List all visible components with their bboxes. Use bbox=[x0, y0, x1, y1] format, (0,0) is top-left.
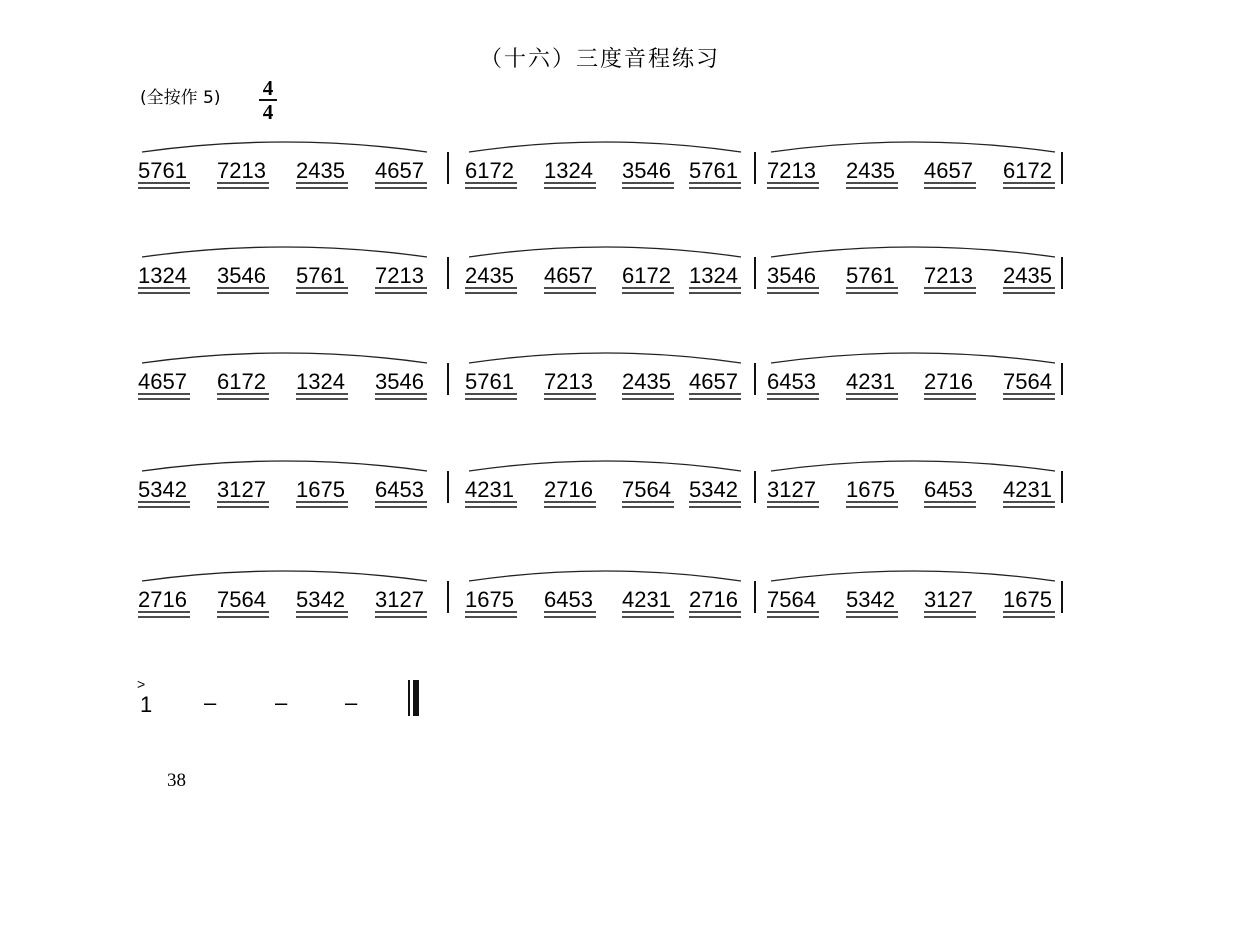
note-group: 2716 bbox=[544, 477, 593, 502]
final-dash-2: – bbox=[275, 690, 288, 715]
slur bbox=[469, 353, 741, 363]
note-group: 6453 bbox=[924, 477, 973, 502]
note-group: 2435 bbox=[296, 158, 345, 183]
note-group: 4231 bbox=[465, 477, 514, 502]
time-signature bbox=[259, 76, 277, 124]
note-group: 5761 bbox=[296, 263, 345, 288]
final-accent: > bbox=[137, 676, 146, 692]
time-signature-bottom: 4 bbox=[262, 100, 274, 124]
note-group: 7213 bbox=[217, 158, 266, 183]
note-group: 3546 bbox=[622, 158, 671, 183]
note-group: 1324 bbox=[138, 263, 187, 288]
music-row bbox=[138, 142, 1062, 188]
time-signature-top: 4 bbox=[262, 76, 274, 100]
note-group: 5761 bbox=[689, 158, 738, 183]
note-group: 2435 bbox=[622, 369, 671, 394]
slur bbox=[469, 247, 741, 257]
note-group: 4231 bbox=[846, 369, 895, 394]
slur bbox=[771, 461, 1055, 471]
note-group: 7564 bbox=[217, 587, 266, 612]
note-group: 1675 bbox=[465, 587, 514, 612]
slur bbox=[469, 461, 741, 471]
final-barline-thick bbox=[413, 680, 419, 716]
note-group: 6172 bbox=[217, 369, 266, 394]
note-group: 2435 bbox=[1003, 263, 1052, 288]
note-group: 4657 bbox=[138, 369, 187, 394]
note-group: 5342 bbox=[138, 477, 187, 502]
final-dash-3: – bbox=[345, 690, 358, 715]
slur bbox=[142, 571, 427, 581]
note-group: 1675 bbox=[846, 477, 895, 502]
note-group: 7213 bbox=[924, 263, 973, 288]
music-row bbox=[138, 353, 1062, 399]
final-note: 1 bbox=[140, 692, 153, 717]
note-group: 1324 bbox=[544, 158, 593, 183]
note-group: 6172 bbox=[622, 263, 671, 288]
note-group: 7564 bbox=[1003, 369, 1052, 394]
note-group: 5342 bbox=[689, 477, 738, 502]
slur bbox=[469, 571, 741, 581]
note-group: 1675 bbox=[1003, 587, 1052, 612]
note-group: 4231 bbox=[1003, 477, 1052, 502]
slur bbox=[771, 247, 1055, 257]
note-group: 6453 bbox=[375, 477, 424, 502]
note-group: 2716 bbox=[689, 587, 738, 612]
note-group: 4657 bbox=[689, 369, 738, 394]
final-measure bbox=[137, 676, 419, 717]
note-group: 6453 bbox=[544, 587, 593, 612]
note-group: 5761 bbox=[846, 263, 895, 288]
slur bbox=[469, 142, 741, 152]
page-number: 38 bbox=[167, 770, 186, 791]
music-staff bbox=[138, 142, 1062, 617]
note-group: 7213 bbox=[767, 158, 816, 183]
slur bbox=[142, 142, 427, 152]
note-group: 3127 bbox=[924, 587, 973, 612]
music-row bbox=[138, 247, 1062, 293]
note-group: 4657 bbox=[375, 158, 424, 183]
note-group: 7213 bbox=[544, 369, 593, 394]
note-group: 7564 bbox=[767, 587, 816, 612]
note-group: 1675 bbox=[296, 477, 345, 502]
note-group: 3127 bbox=[375, 587, 424, 612]
note-group: 7564 bbox=[622, 477, 671, 502]
note-group: 3127 bbox=[217, 477, 266, 502]
slur bbox=[142, 247, 427, 257]
note-group: 6172 bbox=[465, 158, 514, 183]
final-dash-1: – bbox=[204, 690, 217, 715]
note-group: 1324 bbox=[296, 369, 345, 394]
slur bbox=[142, 461, 427, 471]
note-group: 5761 bbox=[465, 369, 514, 394]
note-group: 1324 bbox=[689, 263, 738, 288]
page-title: （十六）三度音程练习 bbox=[479, 47, 721, 72]
slur bbox=[771, 571, 1055, 581]
note-group: 5342 bbox=[296, 587, 345, 612]
note-group: 4657 bbox=[924, 158, 973, 183]
note-group: 3546 bbox=[375, 369, 424, 394]
note-group: 2435 bbox=[465, 263, 514, 288]
note-group: 2435 bbox=[846, 158, 895, 183]
note-group: 5761 bbox=[138, 158, 187, 183]
slur bbox=[771, 353, 1055, 363]
note-group: 4657 bbox=[544, 263, 593, 288]
note-group: 2716 bbox=[138, 587, 187, 612]
note-group: 2716 bbox=[924, 369, 973, 394]
note-group: 6453 bbox=[767, 369, 816, 394]
music-row bbox=[138, 461, 1062, 507]
final-barline-thin bbox=[408, 680, 410, 716]
note-group: 5342 bbox=[846, 587, 895, 612]
slur bbox=[142, 353, 427, 363]
note-group: 3546 bbox=[767, 263, 816, 288]
note-group: 3127 bbox=[767, 477, 816, 502]
tempo-hint: (全按作 5) bbox=[140, 88, 221, 108]
note-group: 4231 bbox=[622, 587, 671, 612]
slur bbox=[771, 142, 1055, 152]
note-group: 7213 bbox=[375, 263, 424, 288]
music-row bbox=[138, 571, 1062, 617]
note-group: 3546 bbox=[217, 263, 266, 288]
note-group: 6172 bbox=[1003, 158, 1052, 183]
